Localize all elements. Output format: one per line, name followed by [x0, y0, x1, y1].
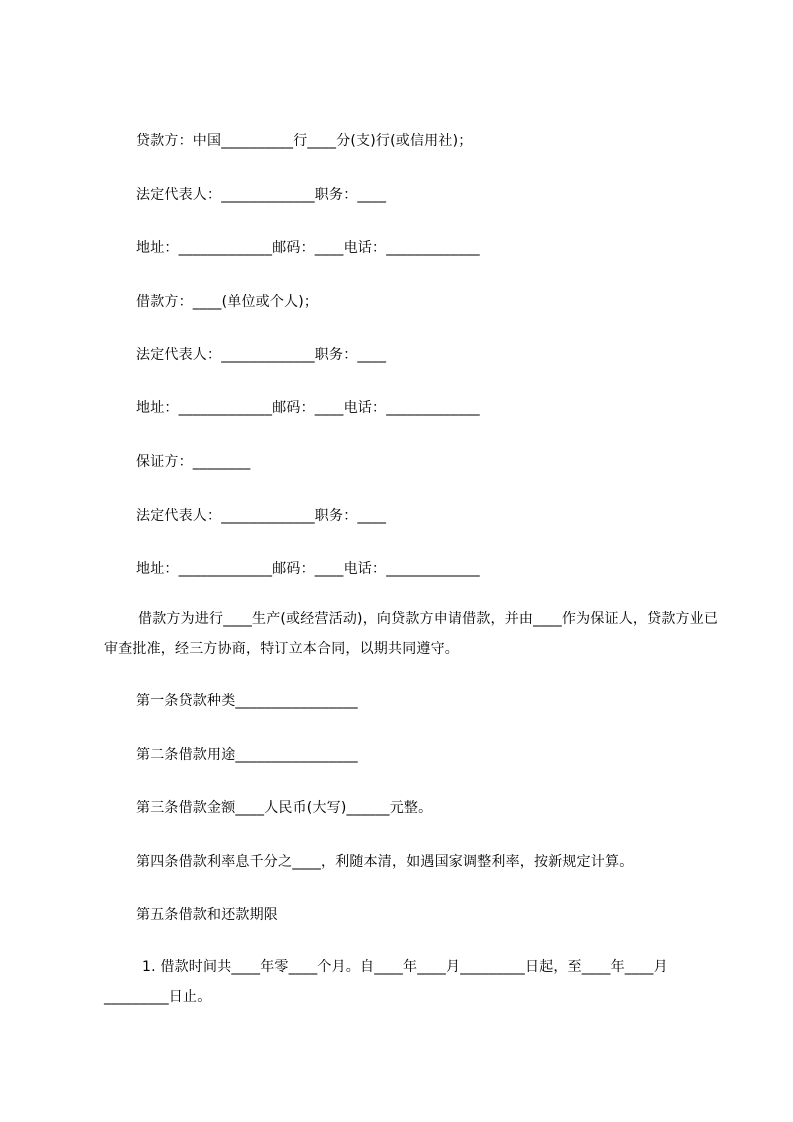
article-1: 第一条贷款种类_________________ [136, 693, 358, 709]
guarantor-line: 保证方：________ [136, 454, 251, 470]
intro-paragraph: 借款方为进行____生产(或经营活动)，向贷款方申请借款，并由____作为保证人，贷款方业已审查批准，经三方协商，特订立本合同，以期共同遵守。 [104, 611, 719, 657]
borrower-representative-line: 法定代表人：_____________职务：____ [136, 347, 387, 363]
guarantor-representative-line: 法定代表人：_____________职务：____ [136, 508, 387, 524]
clause-1: 1. 借款时间共____年零____个月。自____年____月_________日起，至____年____月_________日止。 [104, 959, 668, 1005]
article-5: 第五条借款和还款期限 [136, 907, 278, 923]
lender-representative-line: 法定代表人：_____________职务：____ [136, 187, 387, 203]
lender-line: 贷款方：中国__________行____分(支)行(或信用社)； [136, 133, 473, 149]
article-3: 第三条借款金额____人民币(大写)______元整。 [136, 800, 433, 816]
article-2: 第二条借款用途_________________ [136, 747, 358, 763]
borrower-address-line: 地址：_____________邮码：____电话：_____________ [136, 400, 480, 416]
borrower-line: 借款方：____(单位或个人)； [136, 294, 319, 310]
guarantor-address-line: 地址：_____________邮码：____电话：_____________ [136, 561, 480, 577]
lender-address-line: 地址：_____________邮码：____电话：_____________ [136, 240, 480, 256]
article-4: 第四条借款利率息千分之____，利随本清，如遇国家调整利率，按新规定计算。 [136, 854, 634, 870]
